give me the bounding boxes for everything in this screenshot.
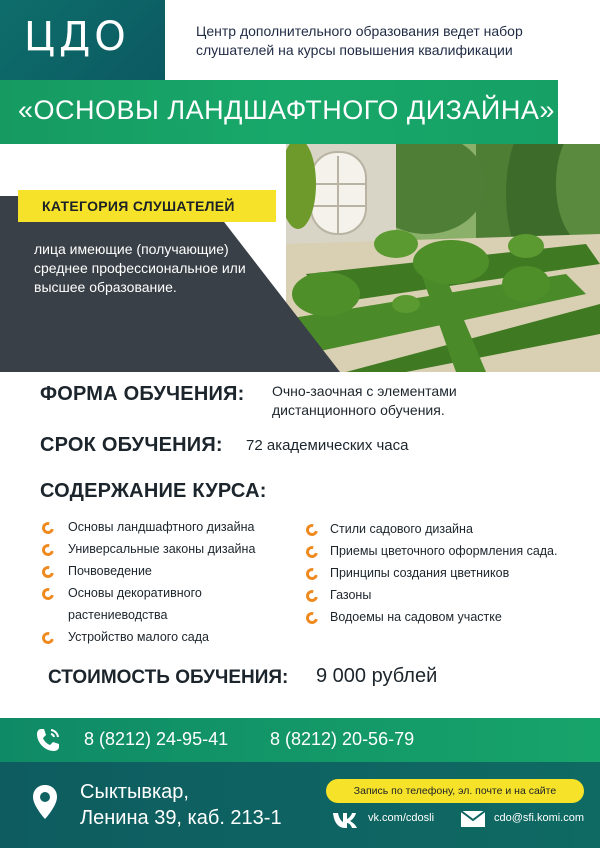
circle-bullet-icon [40, 564, 56, 580]
vk-link[interactable]: vk.com/cdosli [368, 812, 435, 824]
circle-bullet-icon [40, 542, 56, 558]
phone-number-1[interactable]: 8 (8212) 24-95-41 [84, 729, 229, 749]
list-item: Стили садового дизайна [330, 522, 473, 536]
form-heading: ФОРМА ОБУЧЕНИЯ: [40, 383, 245, 405]
circle-bullet-icon [304, 522, 320, 538]
list-item: Устройство малого сада [68, 630, 209, 644]
header-announcement: Центр дополнительного образования ведет набор слушателей на курсы повышения квалификации [196, 23, 523, 58]
category-text: лица имеющие (получающие) среднее профессиональное или высшее образование. [34, 241, 246, 295]
circle-bullet-icon [304, 544, 320, 560]
category-label: КАТЕГОРИЯ СЛУШАТЕЛЕЙ [18, 190, 276, 222]
price-value: 9 000 рублей [316, 665, 438, 687]
list-item: Основы ландшафтного дизайна [68, 520, 255, 534]
circle-bullet-icon [304, 610, 320, 626]
phone-number-2[interactable]: 8 (8212) 20-56-79 [270, 729, 415, 749]
phone-icon [34, 726, 62, 754]
signup-banner: Запись по телефону, эл. почте и на сайте [326, 779, 584, 803]
list-item: растениеводства [68, 608, 168, 622]
list-item: Принципы создания цветников [330, 566, 510, 580]
circle-bullet-icon [304, 588, 320, 604]
circle-bullet-icon [40, 586, 56, 602]
form-value-line1: Очно-заочная с элементами [272, 383, 457, 399]
garden-photo [286, 144, 600, 372]
address-line-1: Сыктывкар, [80, 781, 189, 803]
vk-icon [332, 811, 360, 829]
duration-value: 72 академических часа [246, 437, 409, 454]
form-value-line2: дистанционного обучения. [272, 402, 445, 418]
list-item: Почвоведение [68, 564, 152, 578]
price-heading: СТОИМОСТЬ ОБУЧЕНИЯ: [48, 667, 289, 688]
course-title: «ОСНОВЫ ЛАНДШАФТНОГО ДИЗАЙНА» [18, 95, 555, 125]
list-item: Универсальные законы дизайна [68, 542, 256, 556]
logo-box [0, 0, 165, 80]
address-line-2: Ленина 39, каб. 213-1 [80, 807, 282, 829]
location-pin-icon [32, 784, 58, 820]
list-item: Водоемы на садовом участке [330, 610, 502, 624]
circle-bullet-icon [304, 566, 320, 582]
circle-bullet-icon [40, 520, 56, 536]
duration-heading: СРОК ОБУЧЕНИЯ: [40, 434, 223, 456]
circle-bullet-icon [40, 630, 56, 646]
list-item: Газоны [330, 588, 372, 602]
email-link[interactable]: cdo@sfi.komi.com [494, 812, 585, 824]
list-item: Приемы цветочного оформления сада. [330, 544, 558, 558]
mail-icon [460, 810, 486, 828]
logo: ЦДО [24, 14, 130, 60]
list-item: Основы декоративного [68, 586, 202, 600]
content-heading: СОДЕРЖАНИЕ КУРСА: [40, 480, 267, 502]
